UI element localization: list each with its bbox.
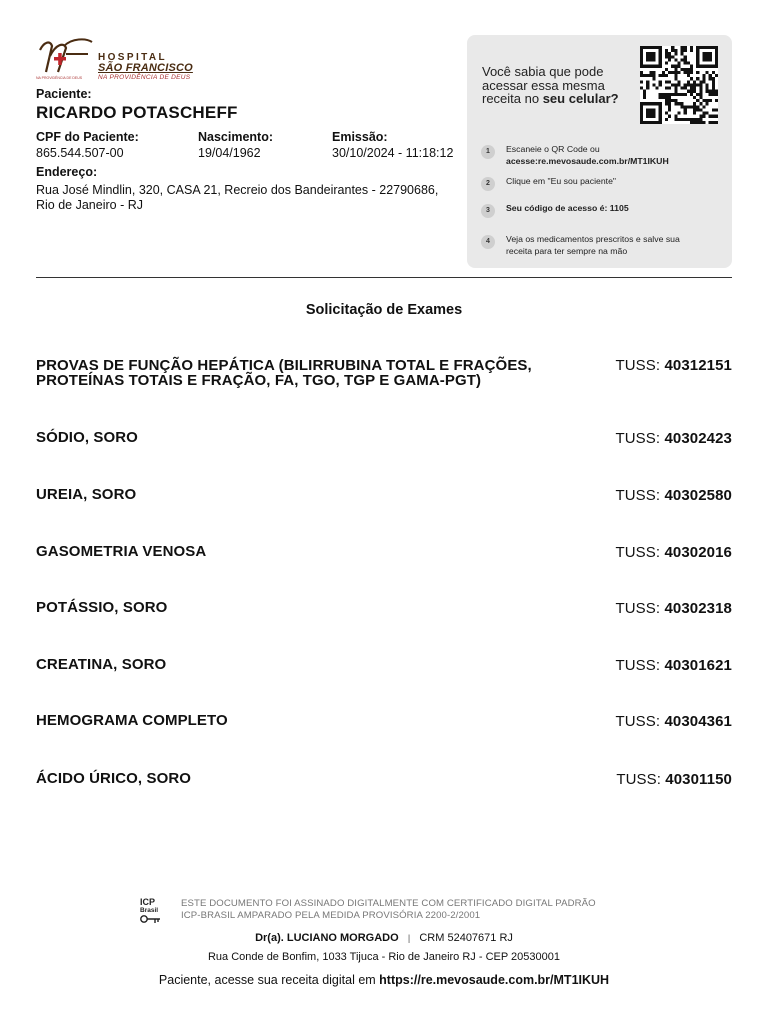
clinic-address: Rua Conde de Bonfim, 1033 Tijuca - Rio de Janeiro RJ - CEP 20530001 — [207, 951, 560, 963]
tuss-code: 40304361 — [664, 713, 732, 730]
exam-name: UREIA, SORO — [36, 486, 137, 503]
step-number: 2 — [481, 177, 495, 191]
step-text: Clique em "Eu sou paciente" — [506, 176, 616, 186]
tuss-code: 40312151 — [664, 357, 732, 374]
icp-logo-text: ICP — [140, 897, 156, 907]
tuss-label: TUSS: — [615, 544, 661, 561]
exam-name: CREATINA, SORO — [36, 656, 167, 673]
issue-label: Emissão: — [332, 130, 388, 144]
access-url-link[interactable]: https://re.mevosaude.com.br/MT1IKUH — [379, 973, 610, 987]
exam-name — [36, 358, 596, 388]
birth-label: Nascimento: — [198, 130, 274, 144]
signature-line-2: ICP-BRASIL AMPARADO PELA MEDIDA PROVISÓRIA 2200-2/2001 — [181, 909, 481, 921]
exam-tuss — [560, 771, 732, 788]
exam-tuss — [560, 600, 732, 617]
panel-question — [482, 65, 632, 106]
tuss-code: 40302580 — [664, 487, 732, 504]
tuss-label: TUSS: — [615, 487, 661, 504]
access-text: Paciente, acesse sua receita digital em — [158, 973, 380, 987]
address-line-1: Rua José Mindlin, 320, CASA 21, Recreio dos Bandeirantes - 22790686, — [36, 183, 439, 197]
tuss-code: 40302318 — [664, 600, 732, 617]
icp-logo-subtext: Brasil — [140, 907, 159, 914]
tuss-label: TUSS: — [615, 357, 661, 374]
cpf-label: CPF do Paciente: — [36, 130, 139, 144]
step-text: Escaneie o QR Code ou — [506, 144, 600, 154]
tuss-label: TUSS: — [615, 713, 661, 730]
step-number: 3 — [481, 204, 495, 218]
exam-name: HEMOGRAMA COMPLETO — [36, 712, 228, 729]
exam-name-line-2: PROTEÍNAS TOTAIS E FRAÇÃO, FA, TGO, TGP E GAMA-PGT) — [36, 372, 482, 389]
exam-tuss — [560, 544, 732, 561]
section-title: Solicitação de Exames — [305, 302, 463, 318]
tuss-label: TUSS: — [615, 600, 661, 617]
digital-signature-notice — [181, 898, 641, 921]
tuss-code: 40302016 — [664, 544, 732, 561]
digital-access-panel — [467, 35, 732, 268]
step-text-2: receita para ter sempre na mão — [506, 246, 628, 256]
address-line-2: Rio de Janeiro - RJ — [36, 198, 143, 212]
issue-value: 30/10/2024 - 11:18:12 — [332, 146, 454, 160]
exam-name: GASOMETRIA VENOSA — [36, 543, 207, 560]
logo-hospital-name: SÃO FRANCISCO — [98, 62, 193, 74]
step-url[interactable]: acesse:re.mevosaude.com.br/MT1IKUH — [506, 156, 669, 166]
exam-tuss — [560, 430, 732, 447]
hospital-logo — [36, 36, 206, 84]
tuss-code: 40301150 — [665, 771, 732, 788]
tuss-code: 40302423 — [664, 430, 732, 447]
icp-brasil-logo-icon — [138, 896, 166, 926]
doctor-crm: CRM 52407671 RJ — [419, 932, 513, 944]
panel-question-text: Você sabia que pode acessar essa mesma receita no — [482, 64, 605, 106]
logo-tiny-text: NA PROVIDÊNCIA DE DEUS — [36, 76, 83, 80]
exam-tuss — [560, 487, 732, 504]
tuss-label: TUSS: — [615, 657, 661, 674]
cpf-value: 865.544.507-00 — [36, 146, 124, 160]
exam-name: ÁCIDO ÚRICO, SORO — [36, 770, 192, 787]
patient-name: RICARDO POTASCHEFF — [36, 103, 238, 122]
exam-tuss — [560, 357, 732, 374]
exam-name: SÓDIO, SORO — [36, 429, 138, 446]
exam-name: POTÁSSIO, SORO — [36, 599, 168, 616]
digital-prescription-access — [0, 973, 768, 987]
doctor-separator: | — [407, 933, 411, 943]
header-divider — [36, 277, 732, 278]
qr-code-icon[interactable] — [639, 46, 719, 124]
address-label: Endereço: — [36, 165, 98, 179]
doctor-name: Dr(a). LUCIANO MORGADO — [255, 932, 399, 944]
logo-hospital-word: HOSPITAL — [98, 52, 168, 63]
patient-label: Paciente: — [36, 87, 92, 101]
tuss-code: 40301621 — [664, 657, 732, 674]
step-number: 4 — [481, 235, 495, 249]
step-text: Seu código de acesso é: 1105 — [506, 203, 629, 213]
step-number: 1 — [481, 145, 495, 159]
tuss-label: TUSS: — [616, 771, 661, 788]
step-text: Veja os medicamentos prescritos e salve sua — [506, 234, 680, 244]
panel-question-bold: seu celular? — [542, 91, 619, 106]
exam-name-line-1: PROVAS DE FUNÇÃO HEPÁTICA (BILIRRUBINA TOTAL E FRAÇÕES, — [36, 357, 532, 374]
signature-line-1: ESTE DOCUMENTO FOI ASSINADO DIGITALMENTE COM CERTIFICADO DIGITAL PADRÃO — [181, 898, 596, 909]
exam-tuss — [560, 657, 732, 674]
tuss-label: TUSS: — [615, 430, 661, 447]
birth-value: 19/04/1962 — [198, 146, 261, 160]
doctor-line — [0, 932, 768, 944]
exam-tuss — [560, 713, 732, 730]
logo-tagline: NA PROVIDÊNCIA DE DEUS — [98, 74, 191, 81]
